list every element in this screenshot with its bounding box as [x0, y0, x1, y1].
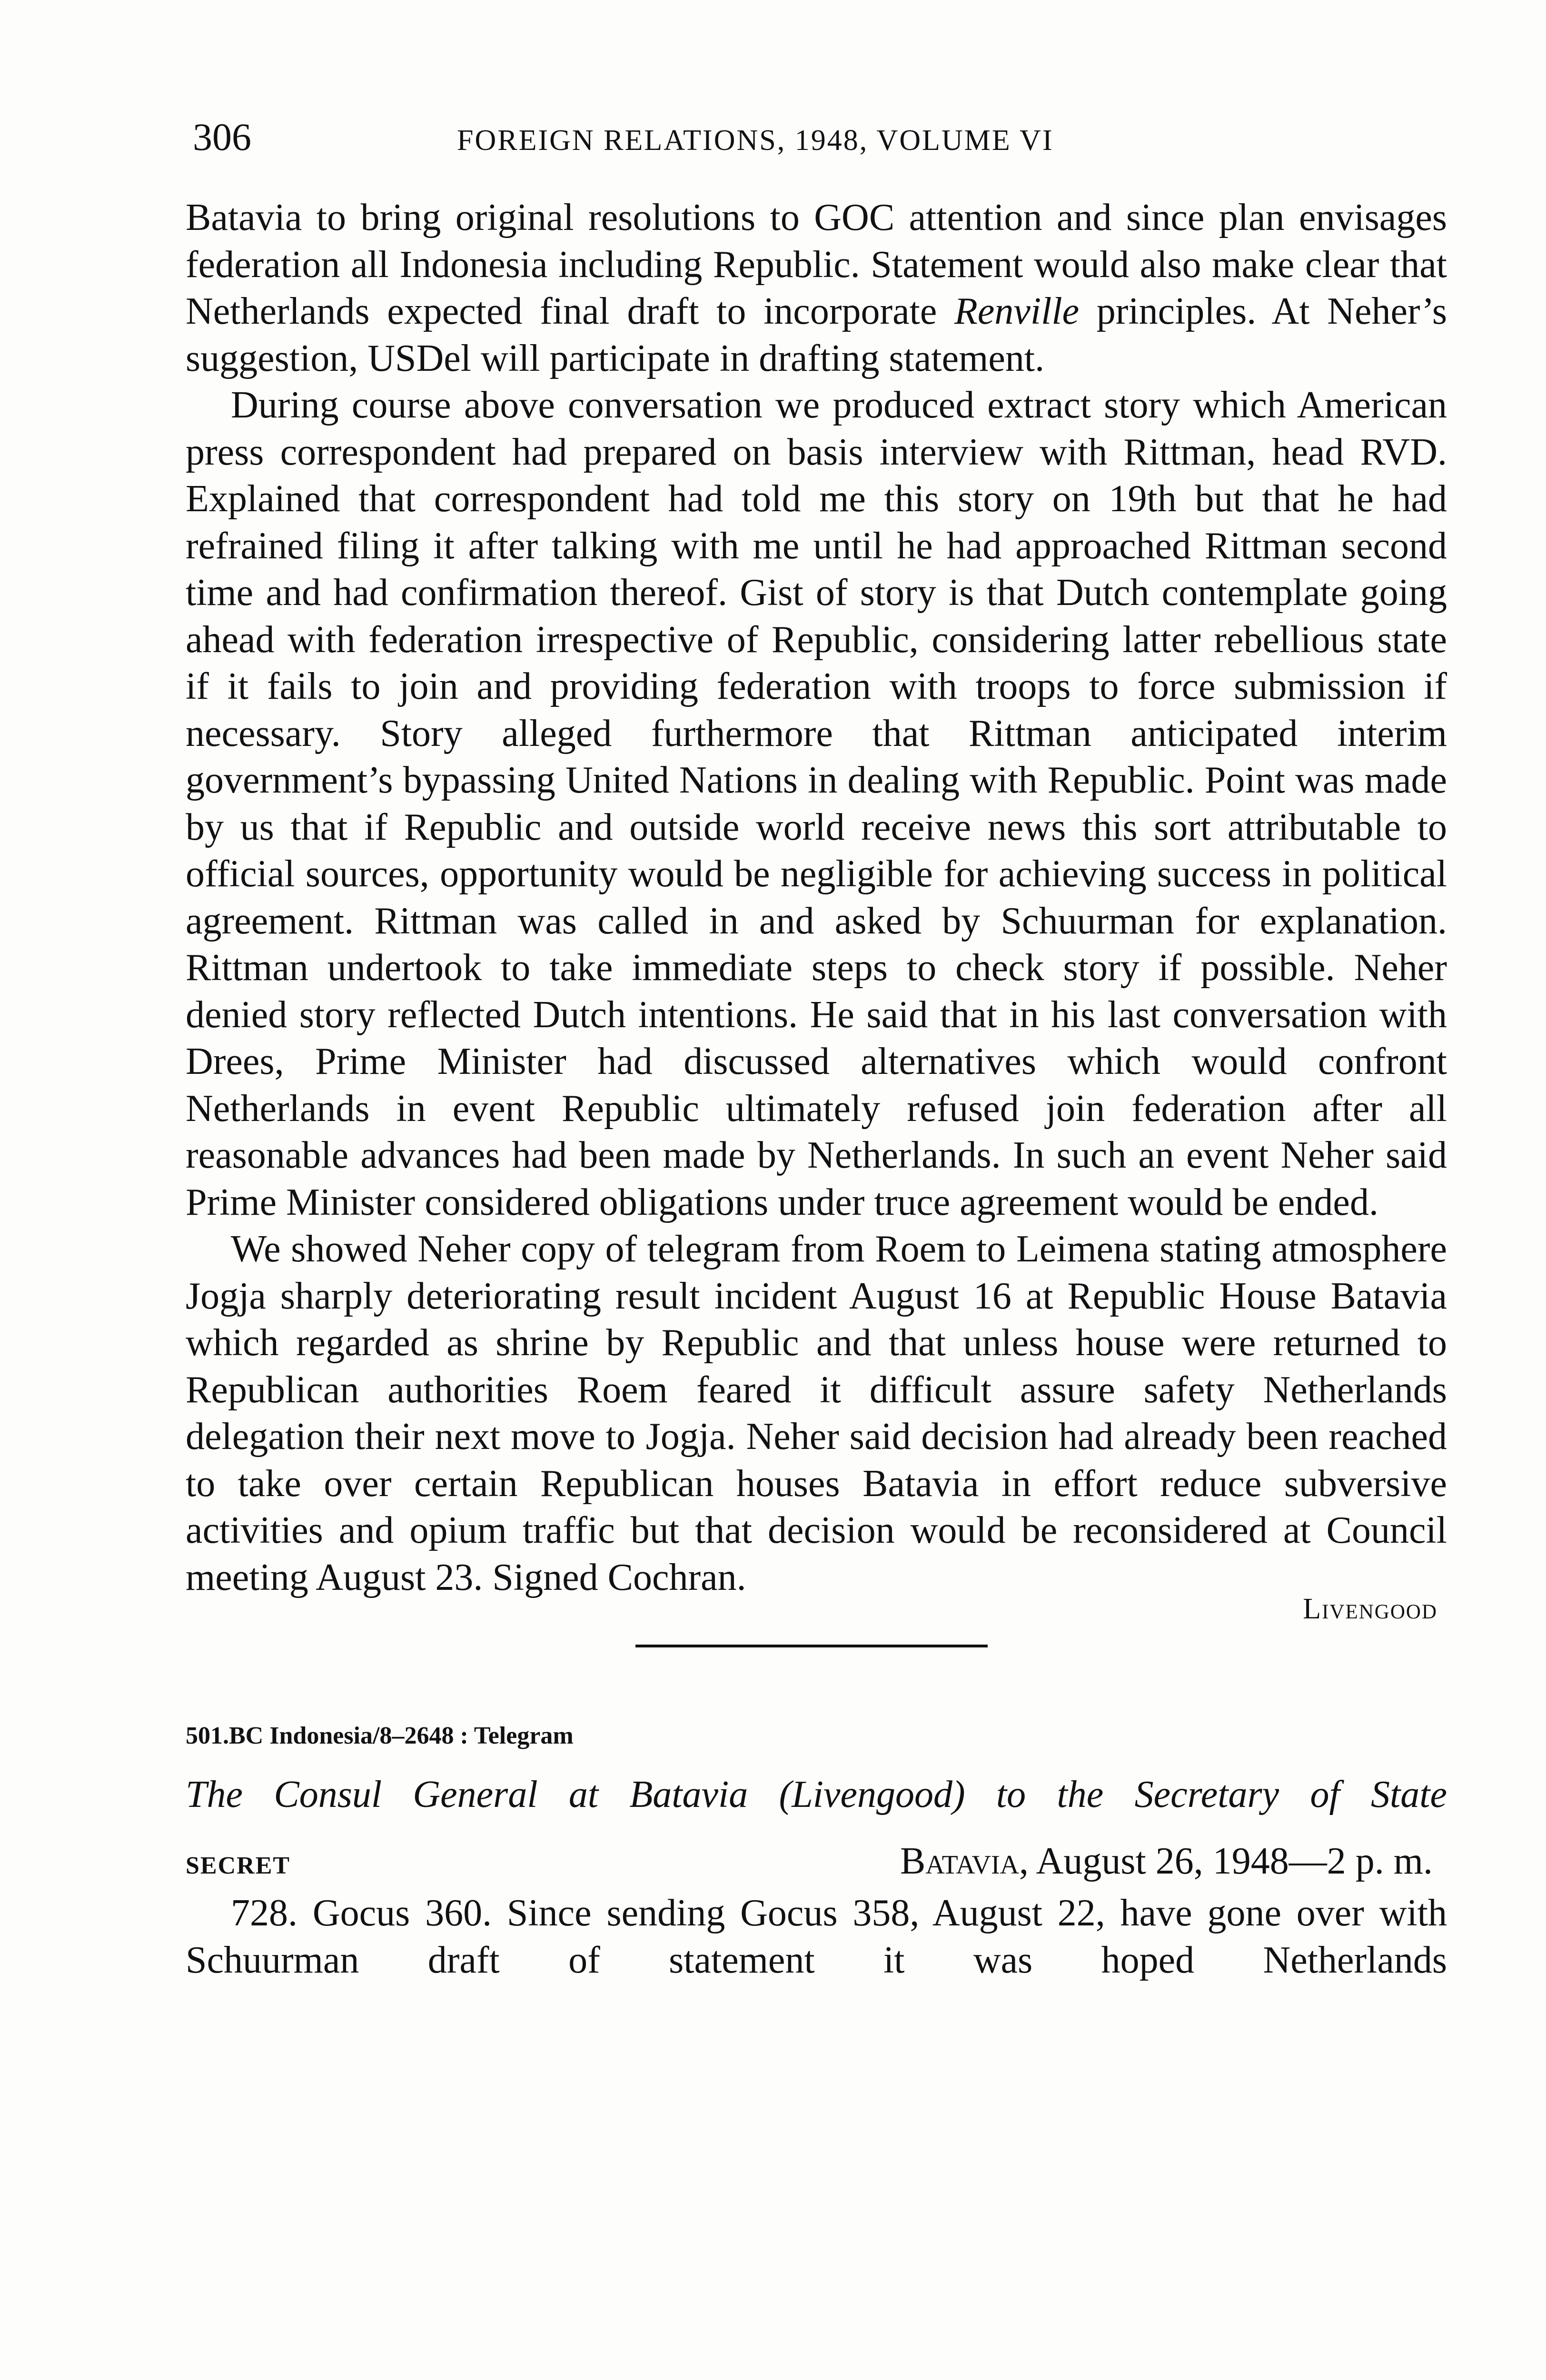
dateline-place: Batavia: [900, 1840, 1020, 1882]
page-number: 306: [193, 115, 251, 159]
continuation-paragraph: [186, 194, 1447, 382]
file-reference: 501.BC Indonesia/8–2648 : Telegram: [186, 1722, 574, 1749]
classification-label: SECRET: [186, 1852, 291, 1879]
dateline: [804, 1837, 1433, 1885]
section-divider: [635, 1645, 988, 1647]
running-title: FOREIGN RELATIONS, 1948, VOLUME VI: [457, 124, 1054, 157]
continuation-text-end: principles. At Neher’s suggestion, USDel will participate in drafting statement.: [186, 290, 1447, 379]
continuation-text-start: Batavia to bring original resolutions to GOC attention and since plan envisages federation all Indonesia including Republic. Statement would also make clear that Netherlands expected final draft to incorporate: [186, 197, 1447, 332]
paragraph-rittman-story: During course above conversation we produced extract story which American press correspondent had prepared on basis interview with Rittman, head RVD. Explained that correspondent had told me this story on 19th but that he had refrained filing it after talking with me until he had approached Rittman second time and had confirmation thereof. Gist of story is that Dutch contemplate going ahead with federation irrespective of Republic, considering latter rebellious state if it fails to join and providing federation with troops to force submission if necessary. Story alleged furthermore that Rittman anticipated interim government’s bypassing United Nations in dealing with Republic. Point was made by us that if Republic and outside world receive news this sort attributable to official sources, opportunity would be negligible for achieving success in political agreement. Rittman was called in and asked by Schuurman for explanation. Rittman undertook to take immediate steps to check story if possible. Neher denied story reflected Dutch intentions. He said that in his last conversation with Drees, Prime Minister had discussed alternatives which would confront Netherlands in event Republic ultimately refused join federation after all reasonable advances had been made by Netherlands. In such an event Neher said Prime Minister considered obligations under truce agreement would be ended.: [186, 384, 1447, 1223]
paragraph-roem-telegram: We showed Neher copy of telegram from Roem to Leimena stating atmosphere Jogja sharply deteriorating result incident August 16 at Republic House Batavia which regarded as shrine by Republic and that unless house were returned to Republican authorities Roem feared it difficult assure safety Netherlands delegation their next move to Jogja. Neher said decision had already been reached to take over certain Republican houses Batavia in effort reduce subversive activities and opium traffic but that decision would be reconsidered at Council meeting August 23. Signed Cochran.: [186, 1228, 1447, 1598]
italic-term: Renville: [954, 290, 1080, 332]
signature: Livengood: [1303, 1593, 1437, 1625]
document-heading: The Consul General at Batavia (Livengood) to the Secretary of State: [186, 1774, 1447, 1815]
paragraph-gocus-360: 728. Gocus 360. Since sending Gocus 358, August 22, have gone over with Schuurman draft of statement it was hoped Netherlands: [186, 1892, 1447, 1981]
dateline-date: , August 26, 1948—2 p. m.: [1019, 1840, 1433, 1882]
page-header: [193, 113, 1454, 166]
body-text: [186, 194, 1447, 1601]
next-document-body: [186, 1890, 1447, 1983]
